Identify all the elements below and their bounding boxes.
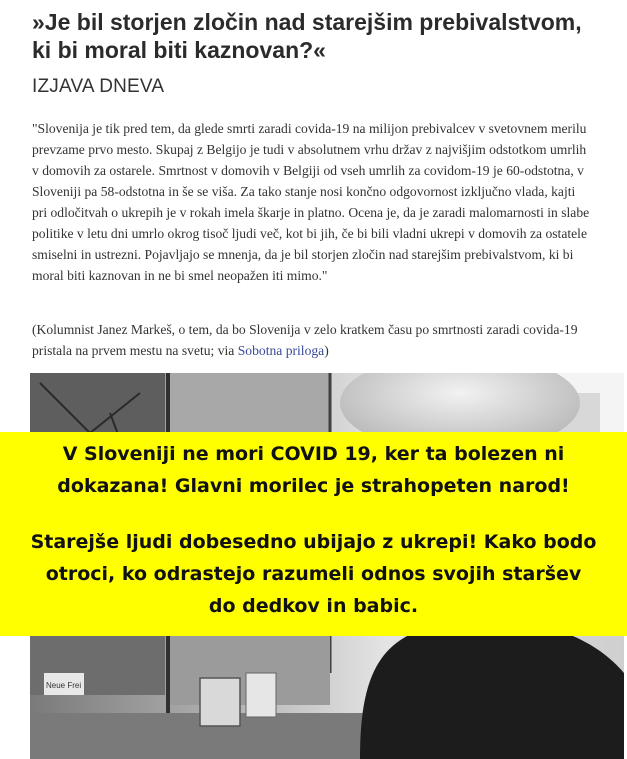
source-paragraph — [32, 319, 602, 361]
source-close: ) — [324, 343, 329, 358]
source-link[interactable]: Sobotna priloga — [237, 343, 325, 358]
overlay-line-3: Starejše ljudi dobesedno ubijajo z ukrepi! Kako bodo — [30, 531, 597, 553]
window-center — [170, 373, 330, 433]
glass — [200, 678, 240, 726]
yellow-overlay-banner — [0, 432, 627, 636]
overlay-line-4: otroci, ko odrastejo razumeli odnos svojih staršev — [45, 563, 582, 585]
overlay-line-1: V Sloveniji ne mori COVID 19, ker ta bolezen ni — [62, 443, 565, 465]
overlay-line-5: do dedkov in babic. — [208, 595, 419, 617]
kicker-label: IZJAVA DNEVA — [32, 76, 165, 97]
sign-text: Neue Frei — [46, 681, 82, 690]
article-headline — [32, 8, 612, 64]
headline-line-1: »Je bil storjen zločin nad starejšim prebivalstvom, — [32, 9, 582, 35]
headline-line-2: ki bi moral biti kaznovan?« — [32, 37, 326, 63]
overlay-line-2: dokazana! Glavni morilec je strahopeten narod! — [57, 475, 570, 497]
source-text: (Kolumnist Janez Markeš, o tem, da bo Slovenija v zelo kratkem času po smrtnosti zaradi covida-19 pristala na prvem mestu na svetu; via — [32, 322, 578, 358]
quote-paragraph: "Slovenija je tik pred tem, da glede smrti zaradi covida-19 na milijon prebivalcev v svetovnem merilu prevzame prvo mesto. Skupaj z Belgijo je tudi v absolutnem vrhu držav z najvišjim odstotkom umrlih v domovih za ostarele. Smrtnost v domovih v Belgiji od vseh umrlih za covidom-19 je 60-odstotna, v Sloveniji pa 58-odstotna in še se viša. Za tako stanje nosi končno odgovornost izključno vlada, kajti pri odločitvah o ukrepih je v rokah imela škarje in platno. Ocena je, da je zaradi malomarnosti in slabe politike v letu dni umrlo okrog tisoč ljudi več, kot bi jih, če bi bili vladni ukrepi v domovih za ostatele smiselni in ustrezni. Pojavljajo se mnenja, da je bil storjen zločin nad starejšim prebivalstvom, ki bi moral biti kaznovan in ne bi smel neopažen iti mimo." — [32, 121, 590, 283]
